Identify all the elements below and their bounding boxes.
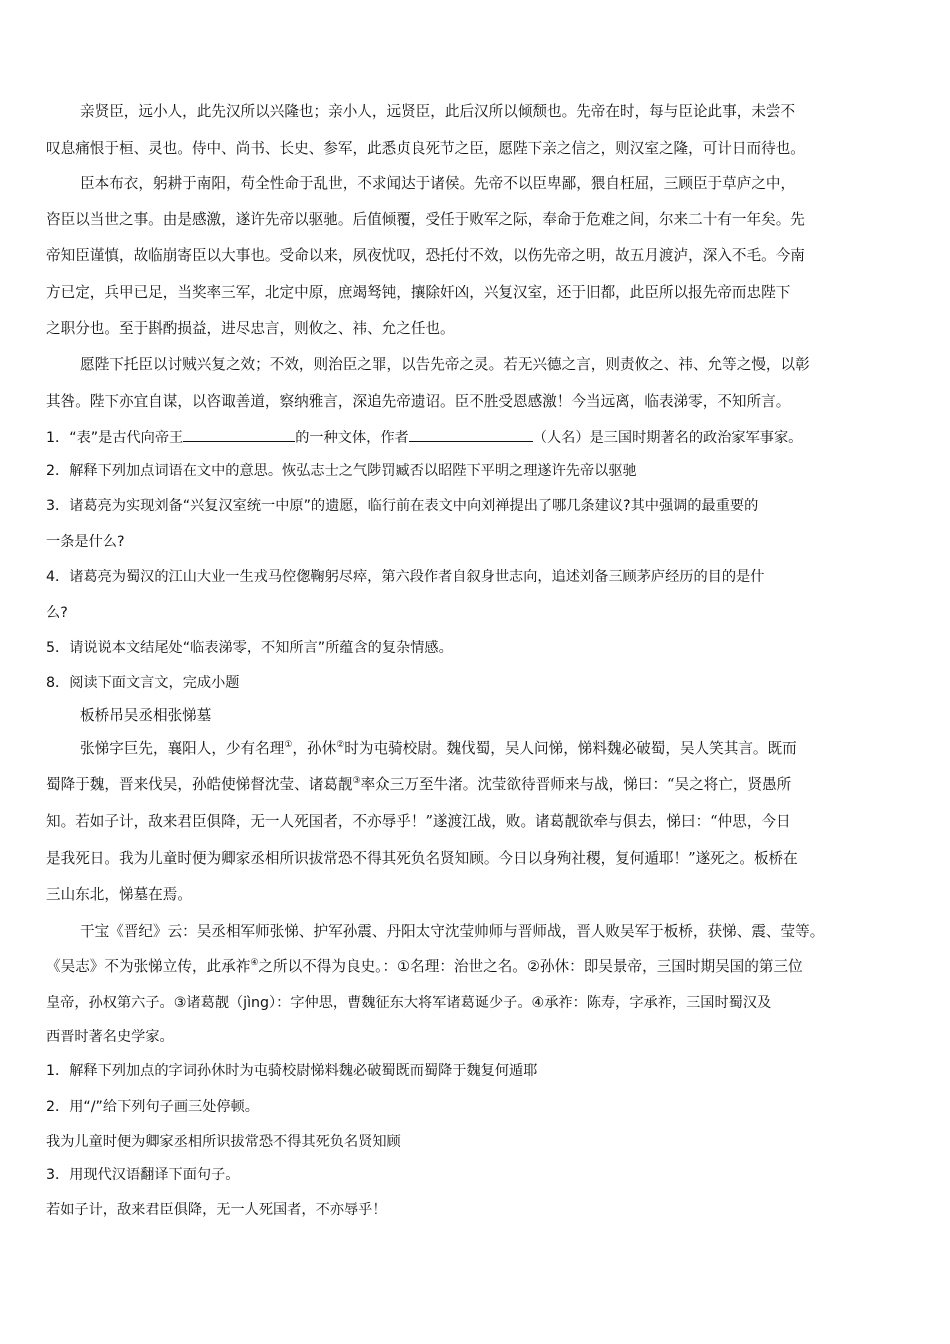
answer-blank-2[interactable] [409, 427, 533, 442]
question-3-line-2: 一条是什么? [46, 534, 125, 550]
passage1-line-4: 咨臣以当世之事。由是感激，遂许先帝以驱驰。后值倾覆，受任于败军之际，奉命于危难之间，尔来二十有一年矣。先 [46, 211, 805, 228]
section-8-line-7 [46, 957, 904, 977]
note-mark-1: ① [284, 740, 293, 751]
note-mark-2: ② [336, 740, 345, 751]
passage1-line-2: 叹息痛恨于桓、灵也。侍中、尚书、长史、参军，此悉贞良死节之臣，愿陛下亲之信之，则汉室之隆，可计日而待也。 [46, 140, 805, 157]
passage1-line-7: 之职分也。至于斟酌损益，进尽忠言，则攸之、祎、允之任也。 [46, 320, 455, 337]
question-8-2-sentence: 我为儿童时便为卿家丞相所识拔常恐不得其死负名贤知顾 [46, 1134, 401, 1150]
note-mark-3: ③ [352, 776, 361, 787]
section-8-line-6: 干宝《晋纪》云：吴丞相军师张悌、护军孙震、丹阳太守沈莹帅师与晋师战，晋人败吴军于板桥，获悌、震、莹等。 [80, 923, 825, 940]
passage1-line-8: 愿陛下托臣以讨贼兴复之效；不效，则治臣之罪，以告先帝之灵。若无兴德之言，则责攸之、祎、允等之慢，以彰 [80, 356, 810, 373]
section-8-line-4: 是我死日。我为儿童时便为卿家丞相所识拔常恐不得其死负名贤知顾。今日以身殉社稷，复何遁耶！”遂死之。板桥在 [46, 850, 798, 867]
section-8-notes-line-3: 西晋时著名史学家。 [46, 1029, 174, 1045]
question-1-part-b: 的一种文体，作者 [295, 430, 409, 446]
note-mark-4: ④ [250, 958, 259, 969]
passage1-line-1: 亲贤臣，远小人，此先汉所以兴隆也；亲小人，远贤臣，此后汉所以倾颓也。先帝在时，每与臣论此事，未尝不 [80, 103, 796, 120]
passage1-line-3: 臣本布衣，躬耕于南阳，苟全性命于乱世，不求闻达于诸侯。先帝不以臣卑鄙，猥自枉屈，三顾臣于草庐之中， [80, 175, 796, 192]
section-8-title: 板桥吊吴丞相张悌墓 [80, 707, 212, 724]
question-1-part-c: （人名）是三国时期著名的政治家军事家。 [532, 430, 803, 446]
answer-blank-1[interactable] [183, 427, 295, 442]
text-span: 《吴志》不为张悌立传，此承祚 [46, 958, 251, 975]
text-span: ，孙休 [292, 740, 337, 757]
question-4-line-2: 么? [46, 605, 68, 621]
notes-text: ：①名理：治世之名。②孙休：即吴景帝，三国时期吴国的第三位 [382, 958, 803, 975]
passage1-line-9: 其咎。陛下亦宜自谋，以咨诹善道，察纳雅言，深追先帝遗诏。臣不胜受恩感激！今当远离，临表涕零，不知所言。 [46, 393, 791, 410]
question-8-3-sentence: 若如子计，敌来君臣俱降，无一人死国者，不亦辱乎！ [46, 1202, 387, 1218]
text-span: 蜀降于魏，晋来伐吴，孙皓使悌督沈莹、诸葛靓 [46, 776, 353, 793]
text-span: 之所以不得为良史。 [258, 958, 383, 975]
section-8-line-2 [46, 775, 904, 795]
section-8-line-5: 三山东北，悌墓在焉。 [46, 886, 192, 903]
question-8-3: 3．用现代汉语翻译下面句子。 [46, 1167, 240, 1183]
question-3-line-1: 3．诸葛亮为实现刘备“兴复汉室统一中原”的遗愿，临行前在表文中向刘禅提出了哪几条建议?其中强调的最重要的 [46, 498, 759, 514]
question-2: 2．解释下列加点词语在文中的意思。恢弘志士之气陟罚臧否以昭陛下平明之理遂许先帝以驱驰 [46, 463, 637, 479]
question-1-part-a: 1．“表”是古代向帝王 [46, 430, 184, 446]
section-8-line-3: 知。若如子计，敌来君臣俱降，无一人死国者，不亦辱乎！”遂渡江战，败。诸葛靓欲牵与俱去，悌曰：“仲思，今日 [46, 813, 791, 830]
question-4-line-1: 4．诸葛亮为蜀汉的江山大业一生戎马倥偬鞠躬尽瘁，第六段作者自叙身世志向，追述刘备三顾茅庐经历的目的是什 [46, 569, 765, 585]
text-span: 张悌字巨先，襄阳人，少有名理 [80, 740, 285, 757]
section-8-notes-line-2: 皇帝，孙权第六子。③诸葛靓（jìng）：字仲思，曹魏征东大将军诸葛诞少子。④承祚：陈寿，字承祚，三国时蜀汉及 [46, 995, 772, 1011]
passage1-line-5: 帝知臣谨慎，故临崩寄臣以大事也。受命以来，夙夜忧叹，恐托付不效，以伤先帝之明，故五月渡泸，深入不毛。今南 [46, 247, 805, 264]
question-8-1: 1．解释下列加点的字词孙休时为屯骑校尉悌料魏必破蜀既而蜀降于魏复何遁耶 [46, 1063, 538, 1079]
passage1-line-6: 方已定，兵甲已足，当奖率三军，北定中原，庶竭驽钝，攘除奸凶，兴复汉室，还于旧都，此臣所以报先帝而忠陛下 [46, 284, 791, 301]
section-8-line-1 [80, 739, 904, 759]
text-span: 时为屯骑校尉。魏伐蜀，吴人问悌，悌料魏必破蜀，吴人笑其言。既而 [344, 740, 797, 757]
question-5: 5．请说说本文结尾处“临表涕零，不知所言”所蕴含的复杂情感。 [46, 640, 453, 656]
section-8-heading: 8．阅读下面文言文，完成小题 [46, 675, 240, 691]
question-8-2: 2．用“/”给下列句子画三处停顿。 [46, 1099, 259, 1115]
text-span: 率众三万至牛渚。沈莹欲待晋师来与战，悌曰：“吴之将亡，贤愚所 [360, 776, 792, 793]
question-1 [46, 427, 904, 448]
